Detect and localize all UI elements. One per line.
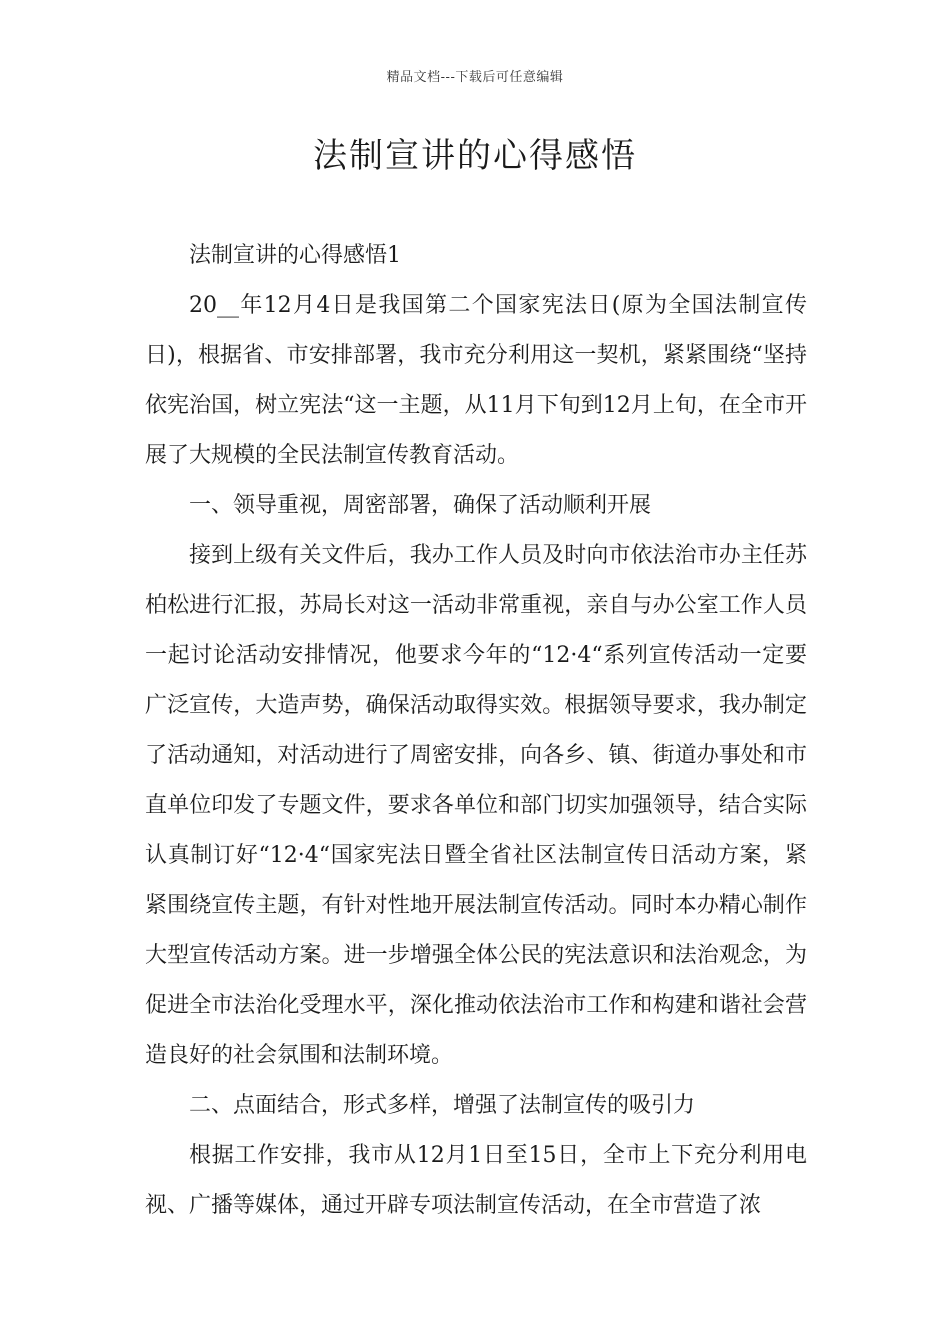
paragraph: 接到上级有关文件后，我办工作人员及时向市依法治市办主任苏柏松进行汇报，苏局长对这一活动非常重视，亲自与办公室工作人员一起讨论活动安排情况，他要求今年的“12·4“系列宣传活动一定要广泛宣传，大造声势，确保活动取得实效。根据领导要求，我办制定了活动通知，对活动进行了周密安排，向各乡、镇、街道办事处和市直单位印发了专题文件，要求各单位和部门切实加强领导，结合实际认真制订好“12·4“国家宪法日暨全省社区法制宣传日活动方案，紧紧围绕宣传主题，有针对性地开展法制宣传活动。同时本办精心制作大型宣传活动方案。进一步增强全体公民的宪法意识和法治观念，为促进全市法治化受理水平，深化推动依法治市工作和构建和谐社会营造良好的社会氛围和法制环境。 <box>145 543 807 1068</box>
document-body <box>145 231 807 1231</box>
header-note: 精品文档---下载后可任意编辑 <box>386 70 564 85</box>
paragraph: 根据工作安排，我市从12月1日至15日，全市上下充分利用电视、广播等媒体，通过开辟专项法制宣传活动，在全市营造了浓 <box>145 1143 807 1218</box>
section-heading: 法制宣讲的心得感悟1 <box>189 243 401 268</box>
subheading: 一、领导重视，周密部署，确保了活动顺利开展 <box>189 493 652 518</box>
subheading: 二、点面结合，形式多样，增强了法制宣传的吸引力 <box>189 1093 696 1118</box>
paragraph: 20__年12月4日是我国第二个国家宪法日(原为全国法制宣传日)，根据省、市安排部署，我市充分利用这一契机，紧紧围绕“坚持依宪治国，树立宪法“这一主题，从11月下旬到12月上旬，在全市开展了大规模的全民法制宣传教育活动。 <box>145 293 807 468</box>
document-title: 法制宣讲的心得感悟 <box>313 136 637 176</box>
